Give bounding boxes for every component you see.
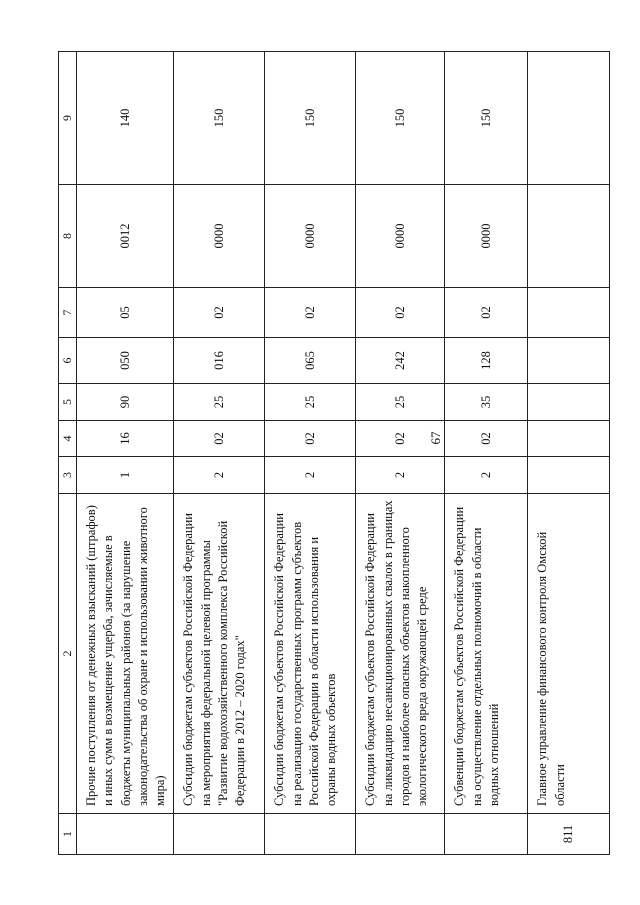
header-col-8: 8	[59, 185, 77, 288]
code-cell-8	[528, 185, 610, 288]
admin-code-cell	[265, 814, 356, 855]
budget-codes-table	[58, 51, 610, 855]
description-cell: Прочие поступления от денежных взысканий (штрафов) и иных сумм в возмещение ущерба, зачисляемые в бюджеты муниципальных районов (за нарушение законодательства об охране и использовании животного мира)	[77, 494, 174, 814]
admin-code-cell: 811	[528, 814, 610, 855]
code-cell-4: 16	[77, 421, 174, 457]
code-cell-5: 35	[445, 384, 528, 421]
code-cell-7: 02	[356, 288, 445, 338]
header-col-4: 4	[59, 421, 77, 457]
page-number: 67	[428, 431, 443, 445]
code-cell-3	[528, 457, 610, 494]
admin-code-cell	[174, 814, 265, 855]
code-cell-4: 02	[265, 421, 356, 457]
code-cell-8: 0000	[445, 185, 528, 288]
description-cell: Главное управление финансового контроля Омской области	[528, 494, 610, 814]
code-cell-4	[528, 421, 610, 457]
description-cell: Субвенции бюджетам субъектов Российской Федерации на осуществление отдельных полномочий в области водных отношений	[445, 494, 528, 814]
code-cell-9: 150	[356, 52, 445, 185]
table-row	[265, 52, 356, 855]
code-cell-5: 90	[77, 384, 174, 421]
header-col-2: 2	[59, 494, 77, 814]
header-col-3: 3	[59, 457, 77, 494]
header-col-6: 6	[59, 338, 77, 384]
header-col-1: 1	[59, 814, 77, 855]
code-cell-3: 2	[265, 457, 356, 494]
code-cell-7: 05	[77, 288, 174, 338]
code-cell-6: 016	[174, 338, 265, 384]
rotated-table-container	[58, 52, 592, 855]
admin-code-cell	[77, 814, 174, 855]
code-cell-6: 065	[265, 338, 356, 384]
code-cell-8: 0000	[265, 185, 356, 288]
code-cell-3: 1	[77, 457, 174, 494]
table-row	[77, 52, 174, 855]
code-cell-4: 02	[356, 421, 445, 457]
header-col-7: 7	[59, 288, 77, 338]
code-cell-4: 02	[174, 421, 265, 457]
description-cell: Субсидии бюджетам субъектов Российской Федерации на мероприятия федеральной целевой программы "Развитие водохозяйственного комплекса Российской Федерации в 2012 – 2020 годах"	[174, 494, 265, 814]
code-cell-9: 150	[445, 52, 528, 185]
code-cell-5: 25	[174, 384, 265, 421]
admin-code-cell	[445, 814, 528, 855]
admin-code-cell	[356, 814, 445, 855]
code-cell-8: 0012	[77, 185, 174, 288]
code-cell-7: 02	[174, 288, 265, 338]
code-cell-5: 25	[356, 384, 445, 421]
code-cell-5	[528, 384, 610, 421]
table-row	[174, 52, 265, 855]
code-cell-3: 2	[356, 457, 445, 494]
code-cell-9: 140	[77, 52, 174, 185]
table-row	[528, 52, 610, 855]
table-row	[356, 52, 445, 855]
code-cell-7	[528, 288, 610, 338]
description-cell: Субсидии бюджетам субъектов Российской Федерации на ликвидацию несанкционированных свалок в границах городов и наиболее опасных объектов накопленного экологического вреда окружающей среде	[356, 494, 445, 814]
code-cell-8: 0000	[174, 185, 265, 288]
code-cell-5: 25	[265, 384, 356, 421]
header-row	[59, 52, 77, 855]
header-col-9: 9	[59, 52, 77, 185]
code-cell-7: 02	[445, 288, 528, 338]
description-cell: Субсидии бюджетам субъектов Российской Федерации на реализацию государственных программ субъектов Российской Федерации в области использования и охраны водных объектов	[265, 494, 356, 814]
code-cell-4: 02	[445, 421, 528, 457]
code-cell-7: 02	[265, 288, 356, 338]
table-row	[445, 52, 528, 855]
code-cell-8: 0000	[356, 185, 445, 288]
code-cell-6: 128	[445, 338, 528, 384]
code-cell-3: 2	[445, 457, 528, 494]
code-cell-3: 2	[174, 457, 265, 494]
code-cell-9: 150	[174, 52, 265, 185]
code-cell-6: 050	[77, 338, 174, 384]
code-cell-9: 150	[265, 52, 356, 185]
header-col-5: 5	[59, 384, 77, 421]
code-cell-9	[528, 52, 610, 185]
code-cell-6	[528, 338, 610, 384]
code-cell-6: 242	[356, 338, 445, 384]
